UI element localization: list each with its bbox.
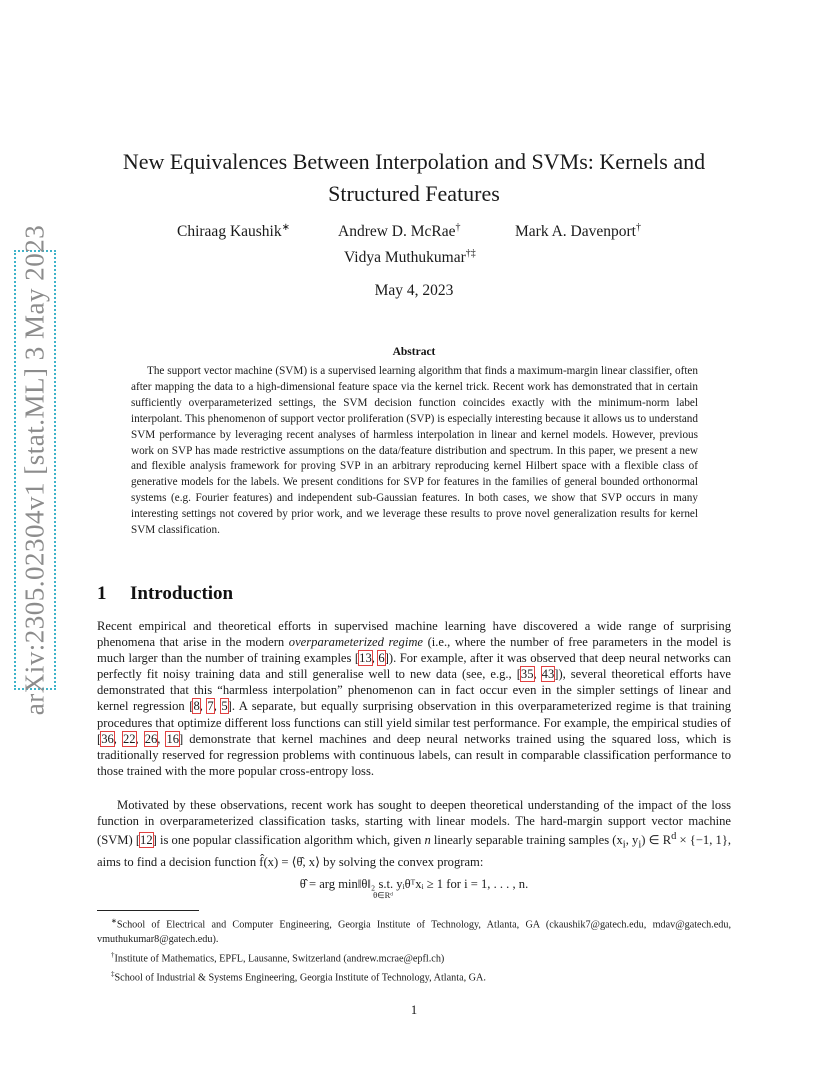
citation-link[interactable]: 16 (166, 731, 180, 746)
intro-paragraph-1: Recent empirical and theoretical efforts in supervised machine learning have discovered a wide range of surprising phenomena that arise in the modern overparameterized regime (i.e., where the number of free parameters in the model is much larger than the number of training examples [13, 6]). For example, after it was observed that deep neural networks can perfectly fit noisy training data and still generalise well to new data (see, e.g., [35, 43]), several theoretical efforts have demonstrated that this “harmless interpolation” phenomenon can in fact occur even in the simpler settings of linear and kernel regression [8, 7, 5]. A separate, but equally surprising observation in this overparameterized regime is that training procedures that optimize different loss functions can still yield similar test performance. For example, the empirical studies of [36, 22, 26, 16] demonstrate that kernel machines and deep neural networks trained using the squared loss, which is traditionally reserved for regression problems with continuous labels, can result in comparable classification performance to those trained with the more popular cross-entropy loss. (97, 619, 732, 778)
citation-link[interactable]: 12 (140, 833, 153, 848)
arxiv-id: arXiv:2305.02304v1 [stat.ML] 3 May 2023 (19, 224, 50, 716)
arxiv-stamp[interactable] (14, 224, 56, 716)
citation-link[interactable]: 5 (221, 699, 228, 714)
author-4: Vidya Muthukumar†‡ (344, 248, 476, 267)
paper-date: May 4, 2023 (374, 282, 454, 299)
author-1: Chiraag Kaushik∗ (177, 222, 290, 241)
citation-link[interactable]: 6 (378, 651, 385, 666)
equation-subscript: θ∈Rᵈ (373, 890, 393, 900)
author-3: Mark A. Davenport† (515, 222, 641, 241)
citation-link[interactable]: 7 (207, 699, 214, 714)
footnote-rule (97, 910, 199, 911)
footnotes (97, 914, 731, 986)
paper-title (100, 146, 728, 210)
footnote-1: ∗School of Electrical and Computer Engineering, Georgia Institute of Technology, Atlanta, GA (ckaushik7@gatech.edu, mdav@gatech.edu, vmuthukumar8@gatech.edu). (97, 917, 731, 945)
abstract-text: The support vector machine (SVM) is a supervised learning algorithm that finds a maximum-margin linear classifier, often after mapping the data to a high-dimensional feature space via the kernel trick. Recent work has demonstrated that in certain sufficiently overparameterized settings, the SVM decision function coincides exactly with the minimum-norm label interpolant. This phenomenon of support vector proliferation (SVP) is especially interesting because it allows us to understand SVM performance by leveraging recent analyses of harmless interpolation in linear and kernel models. However, previous work on SVP has made restrictive assumptions on the data/feature distribution and spectrum. In this paper, we present a new and flexible analysis framework for proving SVP in an arbitrary reproducing kernel Hilbert space with a flexible class of generative models for the labels. We present conditions for SVP for features in the families of general bounded orthonormal systems (e.g. Fourier features) and independent sub-Gaussian features. In both cases, we show that SVP occurs in many interesting settings not covered by prior work, and we leverage these results to prove novel generalization results for kernel SVM classification. (131, 365, 698, 537)
citation-link[interactable]: 22 (122, 731, 136, 746)
citation-link[interactable]: 13 (359, 651, 372, 666)
section-heading (97, 583, 233, 605)
citation-link[interactable]: 8 (193, 699, 200, 714)
citation-link[interactable]: 36 (101, 731, 114, 746)
intro-paragraph-2: Motivated by these observations, recent work has sought to deepen theoretical understanding of the impact of the loss function in overparameterized classification tasks, starting with linear models. The hard-margin support vector machine (SVM) [12] is one popular classification algorithm which, given n linearly separable training samples ($x_i$, $y_i$) ∈ $R^d \times \{-1$, 1}, aims to find a decision function f̂(x) = ⟨θ̂, x⟩ by solving the convex program: (97, 798, 732, 869)
page-number: 1 (410, 1003, 418, 1017)
footnote-3: ‡School of Industrial & Systems Engineering, Georgia Institute of Technology, Atlanta, GA. (111, 969, 486, 983)
svm-equation (97, 877, 731, 901)
citation-link[interactable]: 43 (541, 667, 555, 682)
author-2: Andrew D. McRae† (338, 222, 461, 241)
equation-main: θ̂ = arg min‖θ‖₂ s.t. yᵢθᵀxᵢ ≥ 1 for i = 1, . . . , n. (299, 877, 529, 891)
section-title: Introduction (130, 583, 234, 604)
citation-link[interactable]: 26 (144, 731, 158, 746)
title-line-2: Structured Features (328, 181, 500, 206)
section-number: 1 (97, 583, 107, 604)
abstract-heading: Abstract (392, 346, 436, 358)
citation-link[interactable]: 35 (520, 667, 534, 682)
title-line-1: New Equivalences Between Interpolation and SVMs: Kernels and (122, 149, 706, 174)
footnote-2: †Institute of Mathematics, EPFL, Lausanne, Switzerland (andrew.mcrae@epfl.ch) (111, 950, 445, 964)
